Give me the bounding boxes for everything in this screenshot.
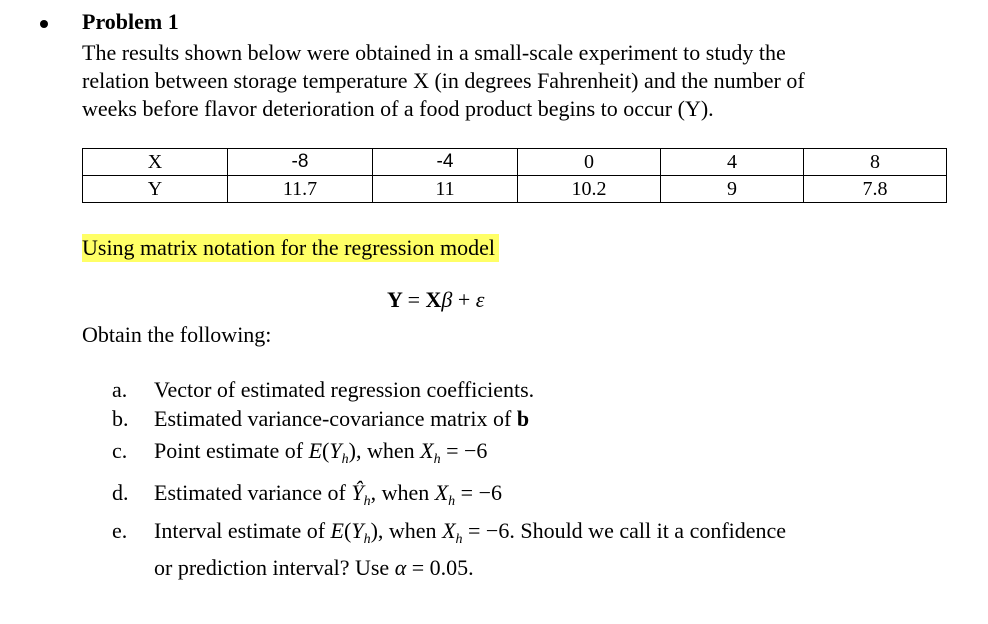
regression-equation — [387, 287, 484, 313]
list-item-e-continuation — [154, 554, 474, 582]
item-label: e. — [112, 518, 128, 543]
math-paren: ( — [322, 438, 330, 463]
eq-equals: = — [407, 287, 420, 312]
math-y: Y — [329, 438, 342, 463]
table-cell: 10.2 — [518, 176, 661, 203]
item-label: b. — [112, 406, 129, 431]
math-x: X — [434, 480, 449, 505]
math-x: X — [442, 518, 456, 543]
list-item-a — [112, 376, 534, 404]
bullet-icon — [40, 20, 48, 28]
eq-x: X — [425, 287, 442, 312]
list-item-b — [112, 405, 529, 433]
table-cell: Y — [83, 176, 228, 203]
math-x: X — [420, 438, 434, 463]
problem-intro — [82, 39, 902, 123]
math-sub-h: h — [455, 532, 463, 547]
math-paren: ( — [344, 518, 352, 543]
list-item-d — [112, 479, 502, 516]
eq-epsilon: ε — [475, 287, 485, 312]
item-label: a. — [112, 377, 128, 402]
item-label: c. — [112, 438, 128, 463]
intro-line-2: relation between storage temperature X (in degrees Fahrenheit) and the number of — [82, 68, 805, 93]
table-row-x — [83, 149, 947, 176]
math-y: Y — [351, 518, 364, 543]
eq-beta: β — [441, 287, 453, 312]
obtain-label: Obtain the following: — [82, 322, 272, 347]
list-item-c — [112, 437, 487, 474]
math-e: E — [308, 438, 323, 463]
table-cell: 0 — [518, 149, 661, 176]
item-text: Vector of estimated regression coefficients. — [154, 377, 535, 402]
item-text: Estimated variance of — [154, 480, 352, 505]
item-text: or prediction interval? Use — [154, 555, 395, 580]
math-sub-h: h — [363, 532, 371, 547]
math-sub-h: h — [448, 494, 456, 509]
list-item-e — [112, 517, 786, 554]
item-text: Estimated variance-covariance matrix of — [154, 406, 517, 431]
intro-line-1: The results shown below were obtained in a small-scale experiment to study the — [82, 40, 786, 65]
intro-line-3: weeks before flavor deterioration of a food product begins to occur (Y). — [82, 96, 714, 121]
problem-title: Problem 1 — [82, 9, 179, 34]
table-cell: X — [83, 149, 228, 176]
math-paren-close: ), when — [370, 518, 443, 543]
table-cell: 4 — [661, 149, 804, 176]
math-y-hat: Ŷ — [351, 480, 364, 505]
eq-plus: + — [457, 287, 471, 312]
math-e: E — [330, 518, 344, 543]
math-sub-h: h — [433, 452, 441, 467]
table-cell: 8 — [804, 149, 947, 176]
math-value: = 0.05. — [406, 555, 474, 580]
item-label: d. — [112, 480, 129, 505]
item-text: Interval estimate of — [154, 518, 331, 543]
table-cell: -4 — [373, 149, 518, 176]
math-value: = −6 — [440, 438, 488, 463]
item-bold-b: b — [516, 406, 530, 431]
item-text-mid: , when — [370, 480, 435, 505]
item-text: Point estimate of — [154, 438, 309, 463]
math-alpha: α — [394, 555, 407, 580]
data-table — [82, 148, 947, 203]
table-cell: -8 — [228, 149, 373, 176]
math-value: = −6 — [455, 480, 502, 505]
math-sub-h: h — [363, 494, 371, 509]
model-heading: Using matrix notation for the regression model — [82, 234, 499, 262]
table-row-y — [83, 176, 947, 203]
table-cell: 11.7 — [228, 176, 373, 203]
math-value: = −6. Should we call it a confidence — [462, 518, 787, 543]
table-cell: 11 — [373, 176, 518, 203]
table-cell: 9 — [661, 176, 804, 203]
table-cell: 7.8 — [804, 176, 947, 203]
math-paren-close: ), when — [348, 438, 421, 463]
eq-lhs: Y — [387, 287, 403, 312]
math-sub-h: h — [341, 452, 349, 467]
